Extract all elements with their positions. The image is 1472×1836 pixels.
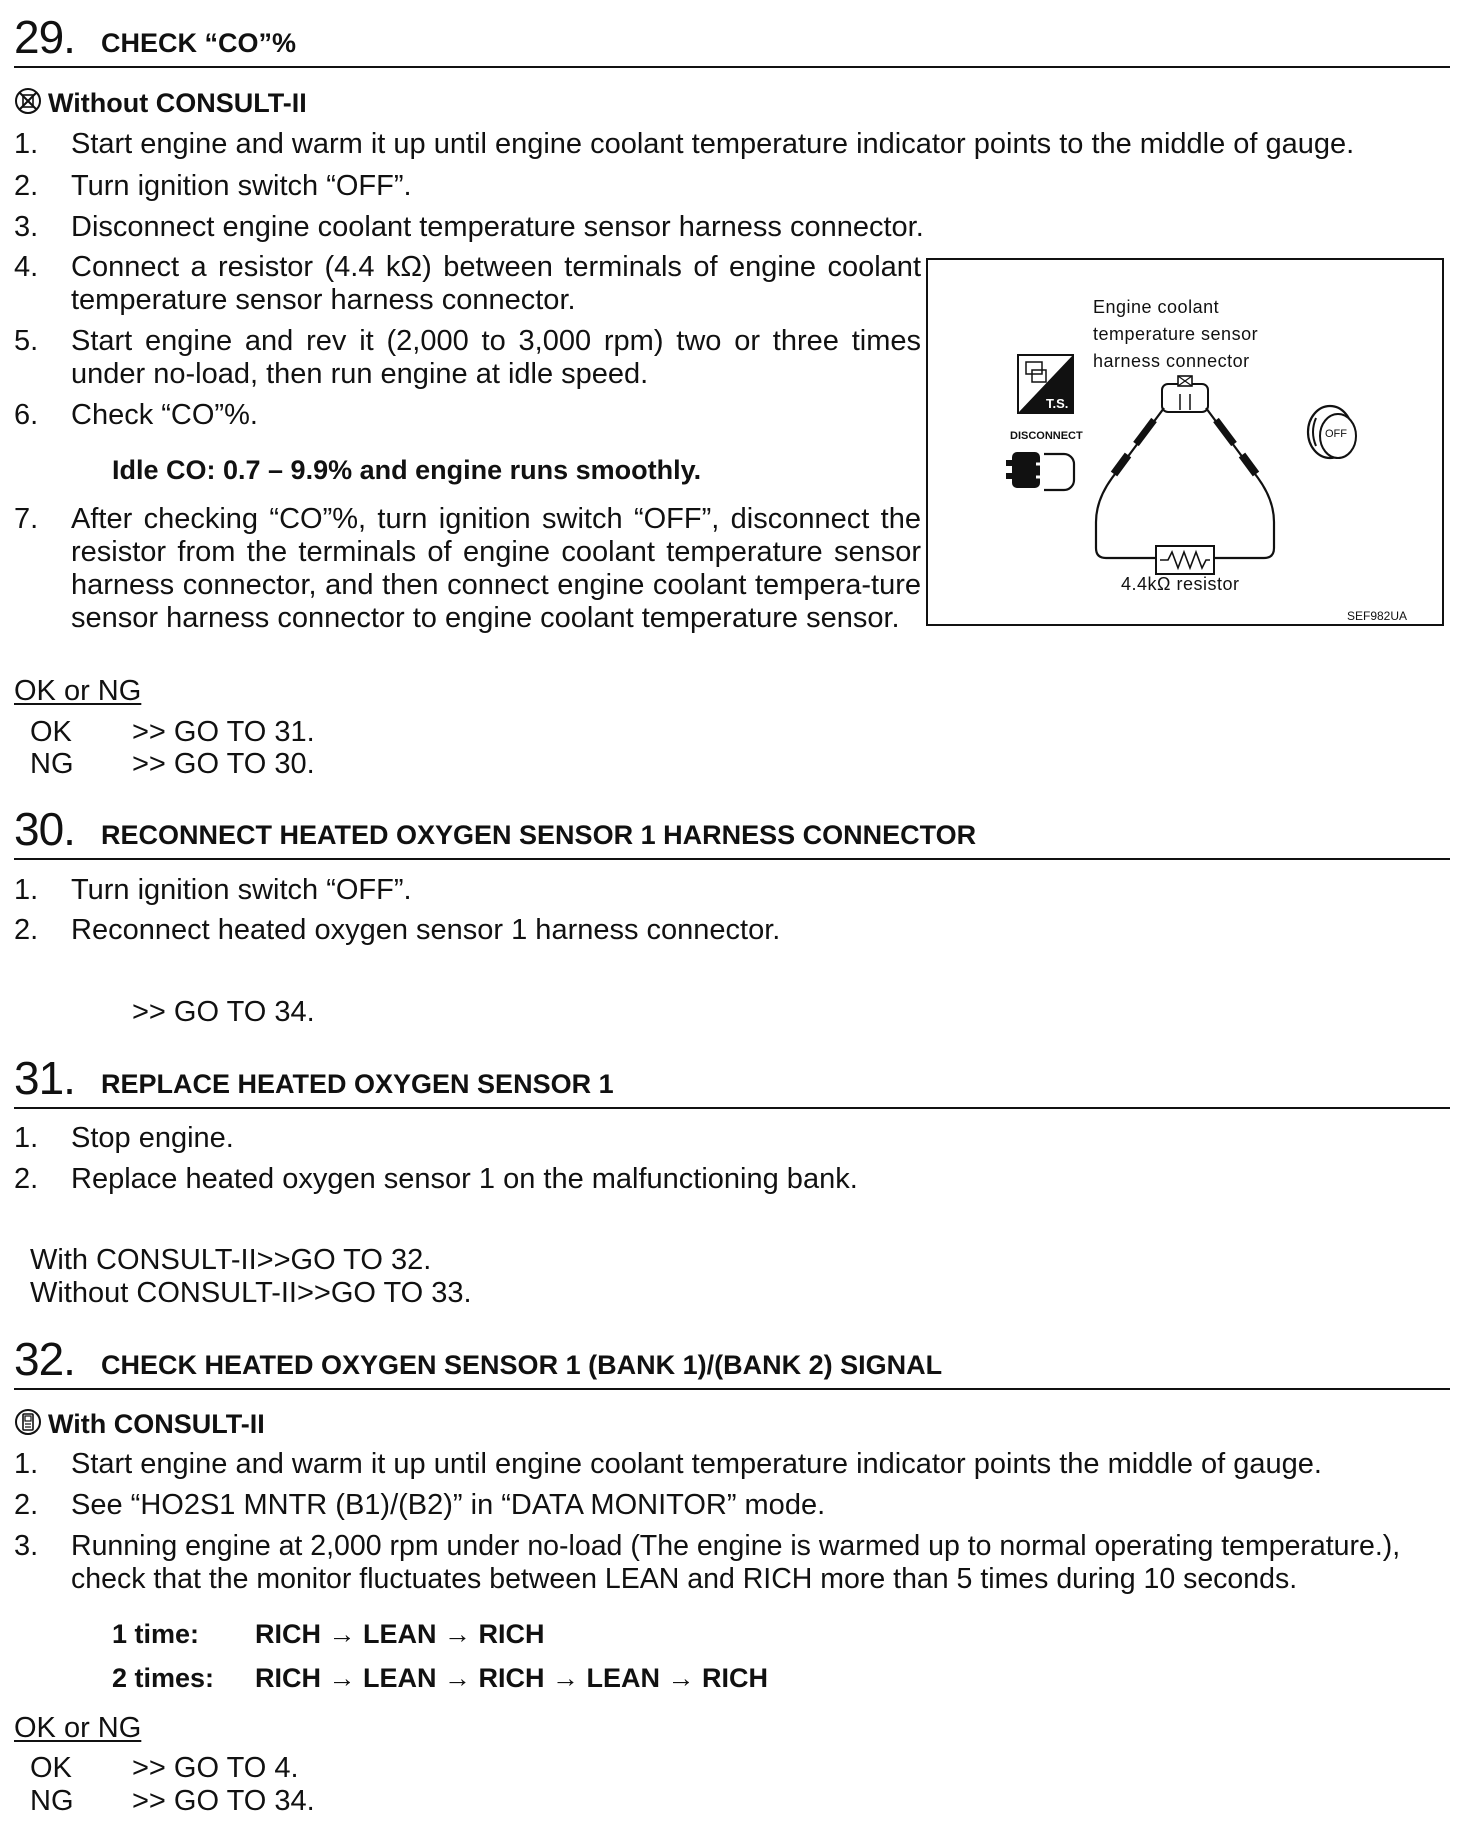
step-30-header [14, 804, 1450, 860]
ts-label: T.S. [1046, 396, 1069, 411]
step-number: 29. [14, 11, 75, 63]
manual-page: 29. CHECK “CO”% Without CONSULT-II 1. Start engine and warm it up until engine coolant temperature indicator points to the middle of gauge. 2. Turn ignition switch “OFF”. 3. Disconnect engine coolant temperature sensor harness connector. 4. Connect a resistor (4.4 kΩ) between terminals of engine coolant temperature sensor harness connector. 5. Start engine and rev it (2,000 to 3,000 rpm) two or three times under no-load, then run engine at idle speed. 6. Check “CO”%. Idle CO: 0.7 – 9.9% and engine runs smoothly. 7. After checking “CO”%, turn ignition switch “OFF”, disconnect the resistor from the terminals of engine coolant temperature sensor harness connector, and then connect engine coolant tempera-ture sensor harness connector to engine coolant temperature sensor. OK or NG OK >> GO TO 31. NG >> GO TO 30. Engine coolant temperature sensor harness connector 4.4kΩ resistor SEF982UA T.S. DISCONNECT OFF 30. RECONNECT HEATED OXYGEN SENSOR 1 HARNESS CONNECTOR 1. Turn ignition switch “OFF”. 2. Reconnect heated oxygen sensor 1 harness connector. >> GO TO 34. 31. REPLACE HEATED OXYGEN SENSOR 1 1. Stop engine. 2. Replace heated oxygen sensor 1 on the malfunctioning bank. With CONSULT-II>>GO TO 32. Without CONSULT-II>>GO TO 33. 32. CHECK HEATED OXYGEN SENSOR 1 (BANK 1)/(BANK 2) SIGNAL With CONSULT-II 1. Start engine and warm it up until engine coolant temperature indicator points the middle of gauge. 2. See “HO2S1 MNTR (B1)/(B2)” in “DATA MONITOR” mode. 3. Running engine at 2,000 rpm under no-load (The engine is warmed up to normal operating temperature.), check that the monitor fluctuates between LEAN and RICH more than 5 times during 10 seconds. 1 time: RICH → LEAN → RICH 2 times: RICH → LEAN → RICH → LEAN → RICH OK or NG OK >> GO TO 4. NG >> GO TO 34. [0, 0, 1472, 1836]
step-title: CHECK HEATED OXYGEN SENSOR 1 (BANK 1)/(BANK 2) SIGNAL [101, 1350, 943, 1380]
spec-idle-co: Idle CO: 0.7 – 9.9% and engine runs smoothly. [112, 455, 702, 485]
consult-icon [14, 1408, 42, 1444]
spec-row: 1 time: [112, 1619, 200, 1649]
go-to-link[interactable]: >> GO TO 4. [132, 1752, 299, 1784]
step-title: REPLACE HEATED OXYGEN SENSOR 1 [101, 1069, 614, 1099]
wiring-figure [926, 258, 1444, 626]
disconnect-icon [1006, 452, 1074, 490]
step-number: 30. [14, 803, 75, 855]
no-consult-icon [14, 87, 42, 123]
connector-label: Engine coolant temperature sensor harness connector [1093, 297, 1259, 371]
with-consult-label: With CONSULT-II [14, 1408, 265, 1444]
resistor-icon [1156, 546, 1214, 574]
disconnect-label: DISCONNECT [1010, 430, 1083, 442]
step-number: 31. [14, 1052, 75, 1104]
go-to-link[interactable]: >> GO TO 34. [132, 1785, 315, 1817]
divider [14, 66, 1450, 68]
step-number: 32. [14, 1333, 75, 1385]
step-29-header [14, 12, 1450, 68]
go-to-link[interactable]: >> GO TO 31. [132, 716, 315, 748]
step-31-header [14, 1053, 1450, 1109]
divider [14, 1388, 1450, 1390]
step-32-header [14, 1334, 1450, 1390]
without-consult-link[interactable]: Without CONSULT-II>>GO TO 33. [30, 1277, 472, 1309]
off-label: OFF [1325, 428, 1347, 440]
with-consult-link[interactable]: With CONSULT-II>>GO TO 32. [30, 1244, 432, 1276]
step-title: CHECK “CO”% [101, 28, 297, 58]
spec-row-value: RICH → LEAN → RICH [255, 1619, 545, 1649]
figure-code: SEF982UA [1347, 609, 1408, 623]
spec-row-value: RICH → LEAN → RICH → LEAN → RICH [255, 1663, 768, 1693]
test-leads [1096, 408, 1274, 558]
divider [14, 1107, 1450, 1109]
step-title: RECONNECT HEATED OXYGEN SENSOR 1 HARNESS CONNECTOR [101, 820, 977, 850]
harness-connector-icon [1162, 376, 1208, 412]
divider [14, 858, 1450, 860]
go-to-link[interactable]: >> GO TO 30. [132, 748, 315, 780]
ok-or-ng-label: OK or NG [14, 1712, 142, 1744]
ok-or-ng-label: OK or NG [14, 675, 142, 707]
without-consult-label: Without CONSULT-II [14, 87, 307, 123]
go-to-link[interactable]: >> GO TO 34. [132, 996, 315, 1028]
resistor-label: 4.4kΩ resistor [1121, 574, 1240, 594]
spec-row: 2 times: [112, 1663, 215, 1693]
